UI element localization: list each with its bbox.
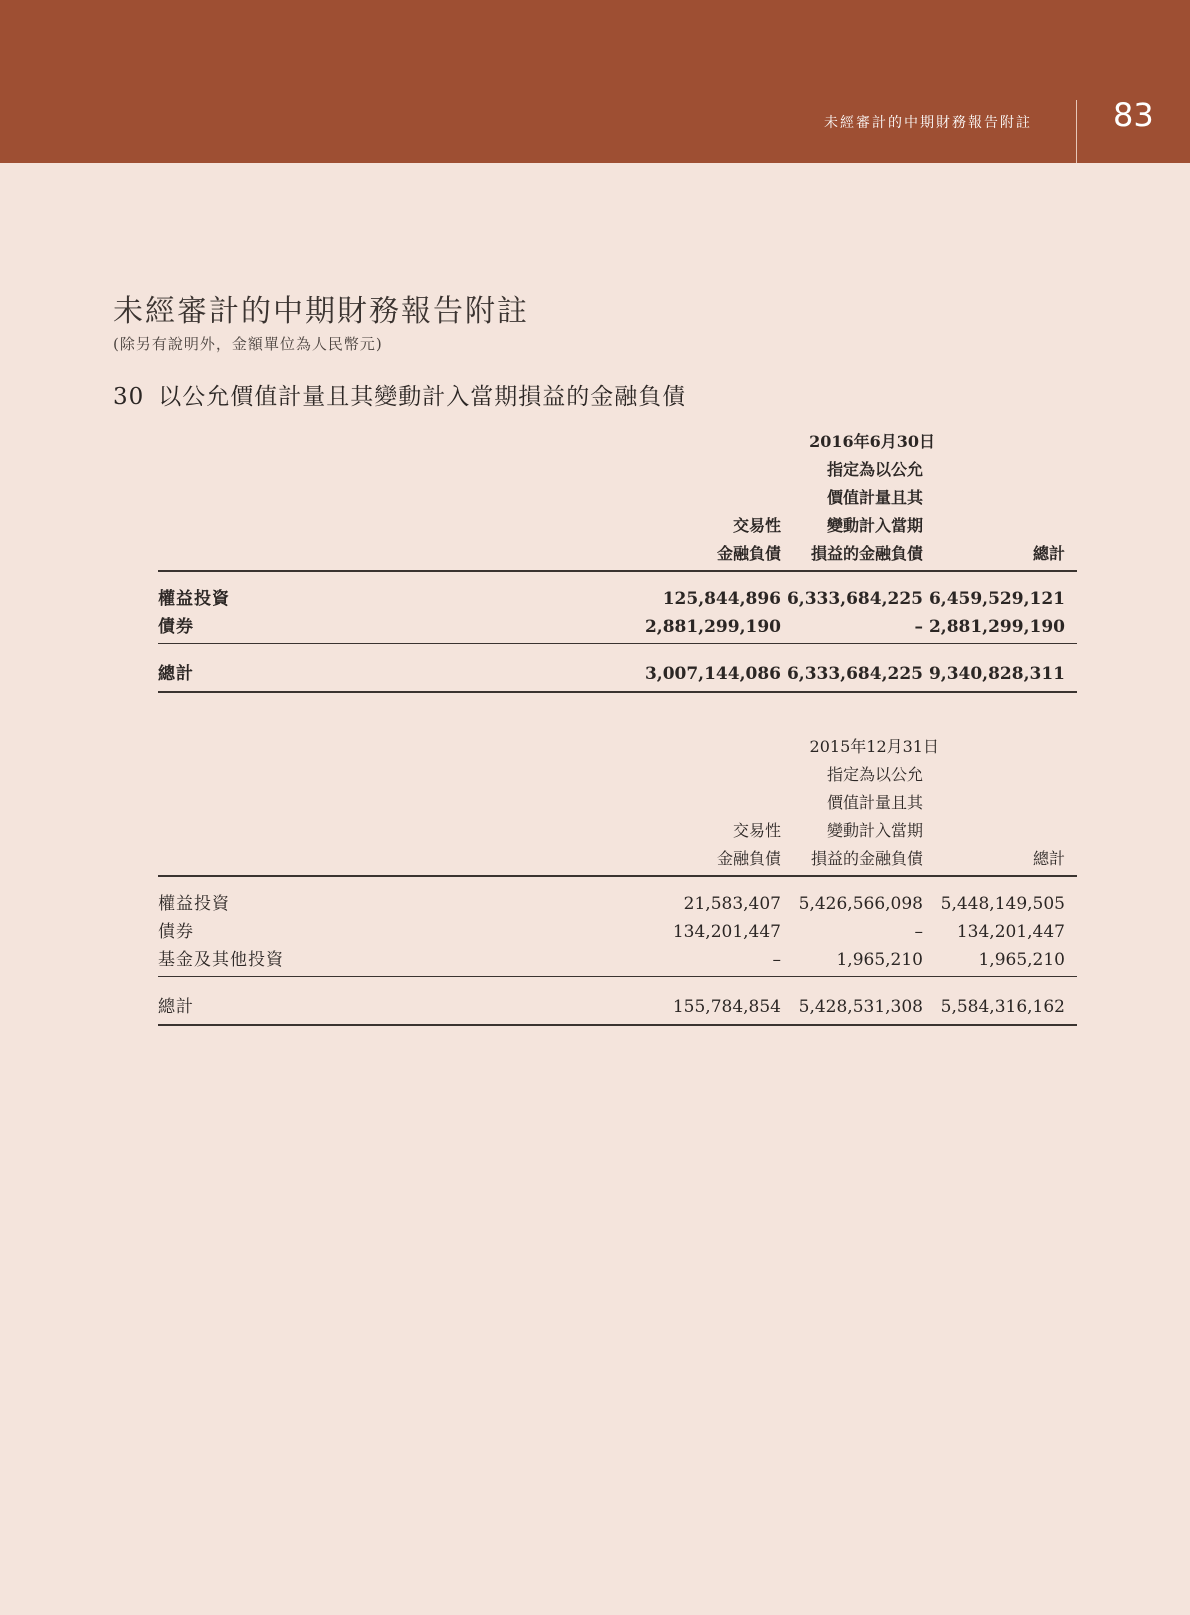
cell-value: 155,784,854 — [672, 997, 781, 1017]
section-heading — [113, 378, 686, 411]
col1-header-line-1: 交易性 — [732, 821, 781, 840]
col1-header-line-2: 金融負債 — [716, 849, 781, 868]
row-label: 權益投資 — [158, 894, 230, 914]
cell-value: 21,583,407 — [683, 894, 781, 914]
col1-header-line-2: 金融負債 — [716, 544, 781, 563]
col2-header-line-2: 價值計量且其 — [826, 793, 923, 812]
cell-value: 5,428,531,308 — [798, 997, 923, 1017]
cell-value: 2,881,299,190 — [644, 617, 781, 637]
col2-header-line-3: 變動計入當期 — [826, 516, 923, 535]
col2-header-line-1: 指定為以公允 — [826, 765, 923, 784]
col2-header-line-1: 指定為以公允 — [826, 460, 923, 479]
page-number: 83 — [1113, 96, 1154, 134]
col3-header: 總計 — [1032, 849, 1065, 868]
cell-value: 6,459,529,121 — [928, 589, 1065, 609]
cell-value: 5,448,149,505 — [940, 894, 1065, 914]
section-number: 30 — [113, 384, 145, 410]
table-row — [158, 918, 1077, 946]
cell-value: 134,201,447 — [672, 922, 781, 942]
cell-value: – — [772, 950, 781, 970]
cell-value: 1,965,210 — [836, 950, 923, 970]
running-title: 未經審計的中期財務報告附註 — [824, 115, 1032, 131]
cell-value: – — [914, 617, 923, 637]
row-label: 債券 — [158, 617, 194, 637]
cell-value: 2,881,299,190 — [928, 617, 1065, 637]
header-rule — [158, 570, 1077, 572]
row-label: 基金及其他投資 — [158, 950, 284, 970]
table-row — [158, 585, 1077, 613]
total-row — [158, 660, 1077, 688]
cell-value: 5,426,566,098 — [798, 894, 923, 914]
cell-value: 9,340,828,311 — [928, 664, 1065, 684]
table-row — [158, 890, 1077, 918]
cell-value: 134,201,447 — [956, 922, 1065, 942]
total-rule — [158, 691, 1077, 693]
col2-header-line-4: 損益的金融負債 — [810, 849, 923, 868]
total-rule — [158, 1024, 1077, 1026]
subtotal-rule — [158, 976, 1077, 977]
row-label: 權益投資 — [158, 589, 230, 609]
table-row — [158, 946, 1077, 974]
cell-value: 1,965,210 — [978, 950, 1065, 970]
table-row — [158, 613, 1077, 641]
col3-header: 總計 — [1032, 544, 1065, 563]
col2-header-line-3: 變動計入當期 — [826, 821, 923, 840]
cell-value: – — [914, 922, 923, 942]
header-band — [0, 0, 1190, 163]
header-rule — [158, 875, 1077, 877]
cell-value: 3,007,144,086 — [644, 664, 781, 684]
col1-header-line-1: 交易性 — [732, 516, 781, 535]
cell-value: 6,333,684,225 — [786, 589, 923, 609]
cell-value: 5,584,316,162 — [940, 997, 1065, 1017]
col2-header-line-4: 損益的金融負債 — [810, 544, 923, 563]
row-label: 總計 — [158, 664, 194, 684]
subtotal-rule — [158, 643, 1077, 644]
section-title: 以公允價值計量且其變動計入當期損益的金融負債 — [158, 384, 687, 410]
table-2015 — [158, 733, 1077, 1033]
document-subtitle: (除另有說明外，金額單位為人民幣元) — [113, 335, 383, 353]
total-row — [158, 993, 1077, 1021]
header-divider — [1076, 100, 1077, 163]
document-title: 未經審計的中期財務報告附註 — [113, 294, 529, 329]
cell-value: 125,844,896 — [662, 589, 781, 609]
col2-header-line-2: 價值計量且其 — [826, 488, 923, 507]
column-group-date: 2016年6月30日 — [809, 432, 935, 451]
table-2016 — [158, 428, 1077, 698]
row-label: 債券 — [158, 922, 194, 942]
cell-value: 6,333,684,225 — [786, 664, 923, 684]
row-label: 總計 — [158, 997, 194, 1017]
column-group-date: 2015年12月31日 — [809, 737, 939, 756]
